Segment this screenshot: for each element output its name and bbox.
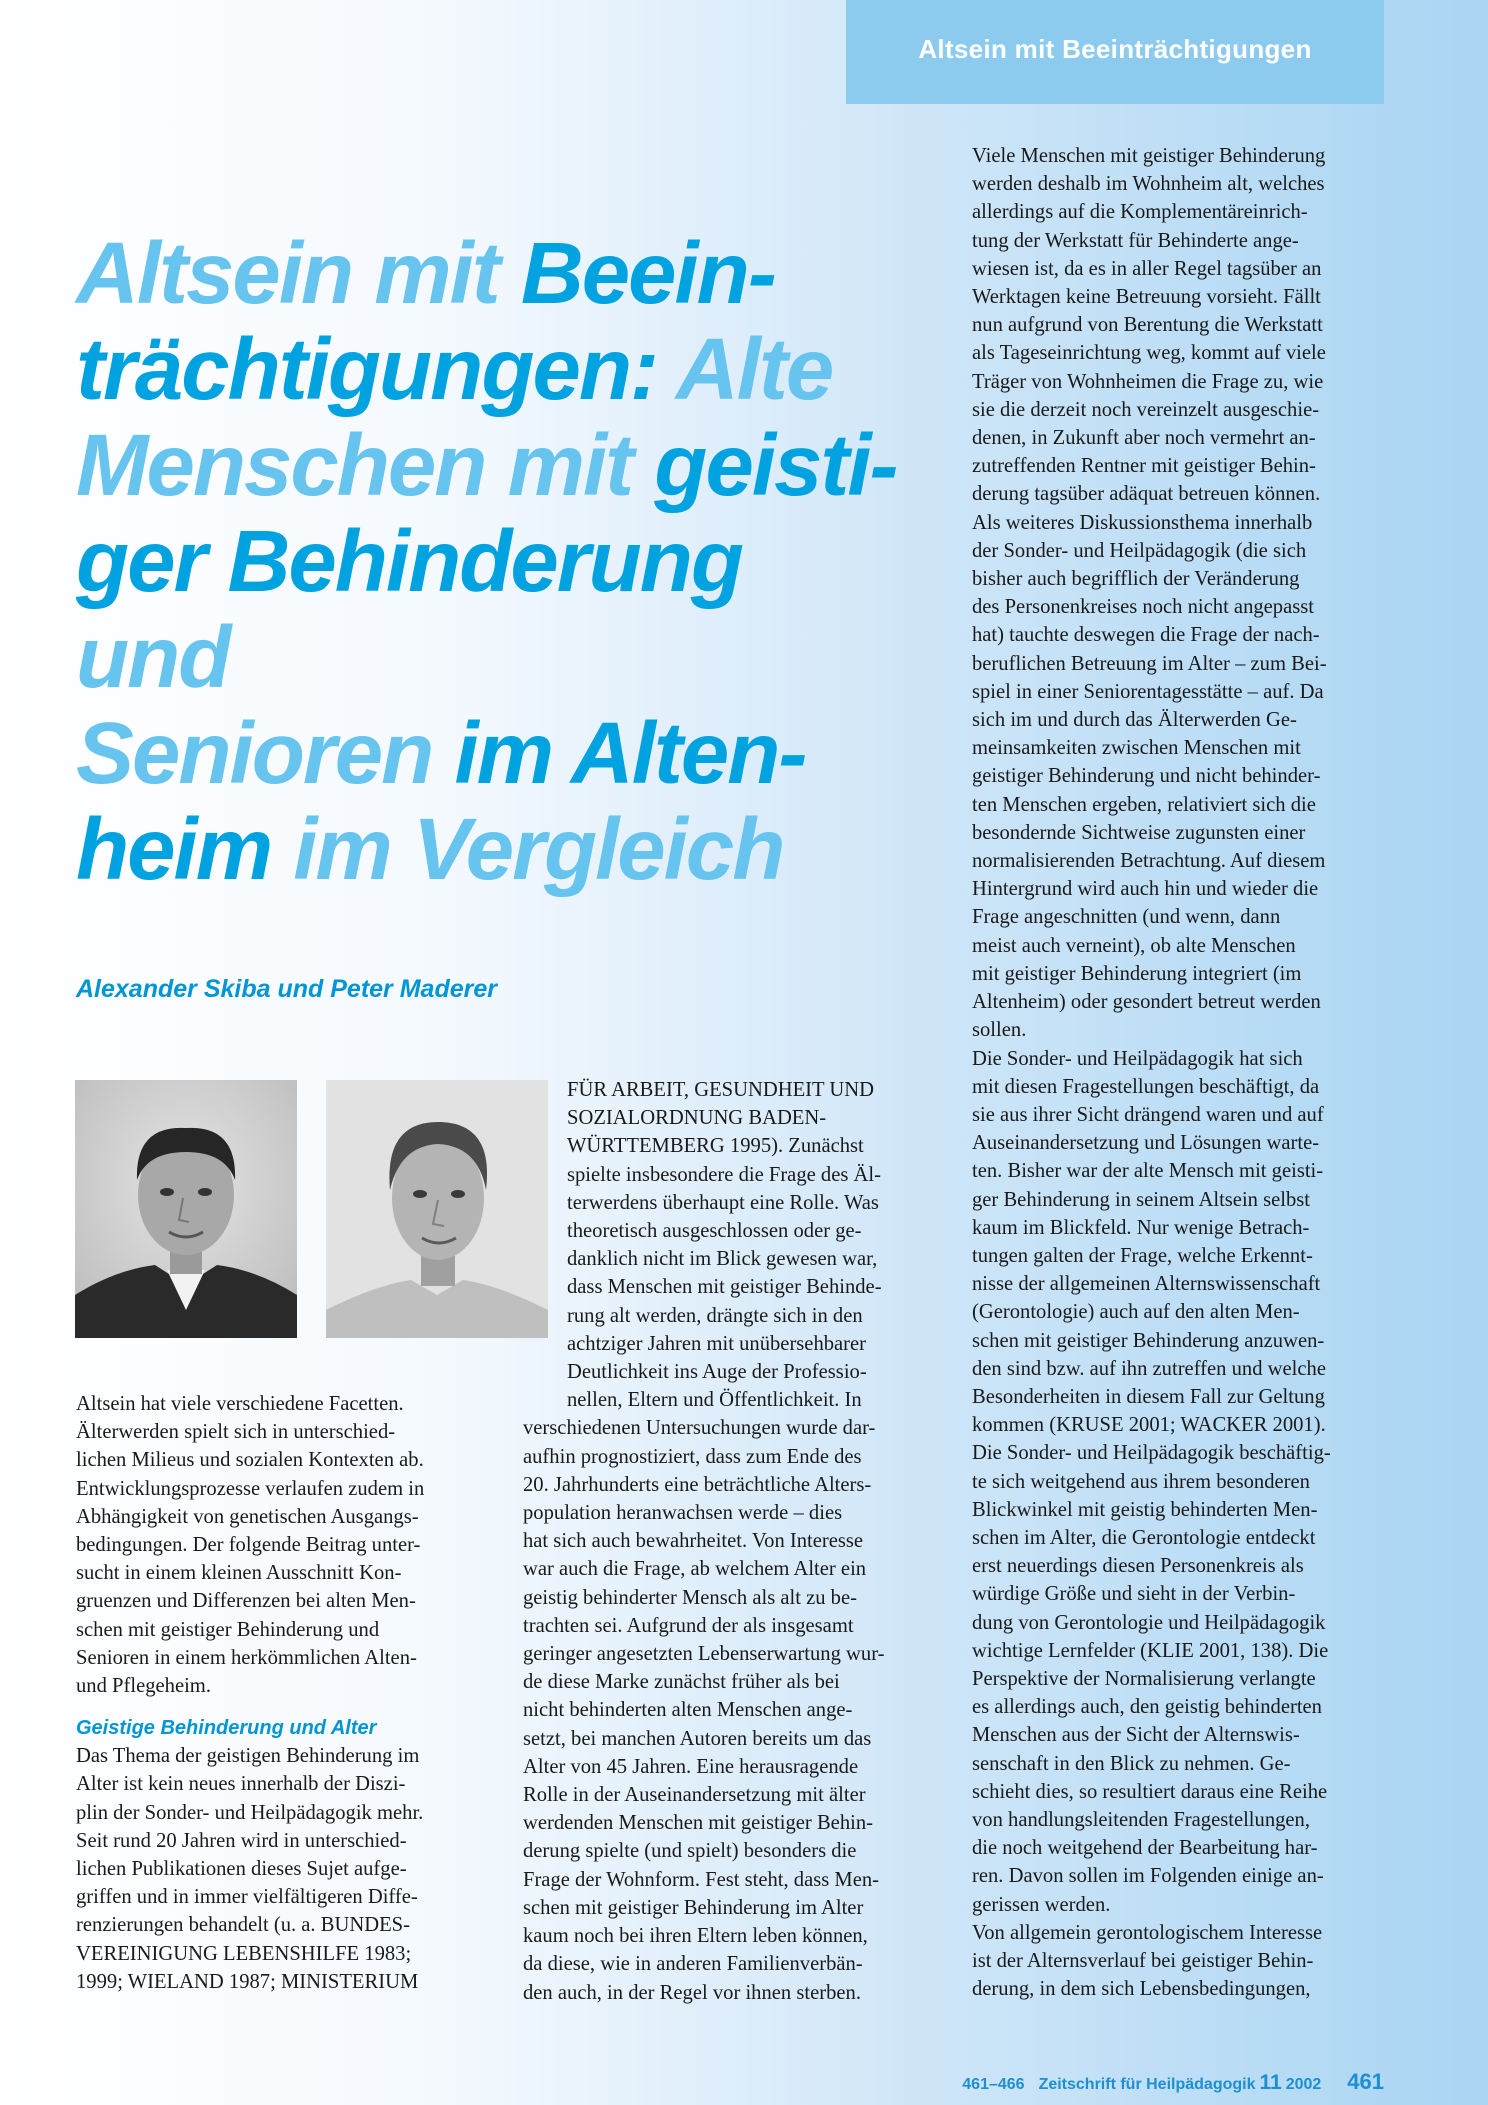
text-line: als Tageseinrichtung weg, kommt auf viele (972, 342, 1326, 365)
text-line: mit diesen Fragestellungen beschäftigt, da (972, 1075, 1320, 1098)
text-line: der Sonder- und Heilpädagogik (die sich (972, 539, 1307, 562)
text-line: renzierungen behandelt (u. a. BUNDES- (76, 1914, 410, 1937)
text-line: Träger von Wohnheimen die Frage zu, wie (972, 370, 1324, 393)
title-line (76, 706, 916, 802)
text-line: den sind bzw. auf ihn zutreffen und welche (972, 1357, 1326, 1380)
body-paragraph (523, 1414, 929, 2006)
text-line: gerissen werden. (972, 1893, 1111, 1916)
text-line: hat sich auch bewahrheitet. Von Interesse (523, 1530, 864, 1553)
text-line: zutreffenden Rentner mit geistiger Behin- (972, 455, 1316, 478)
text-line: Frage angeschnitten (und wenn, dann (972, 906, 1281, 929)
text-line: schen mit geistiger Behinderung und (76, 1618, 380, 1641)
text-line: wichtige Lernfelder (KLIE 2001, 138). Die (972, 1639, 1329, 1662)
text-line: dass Menschen mit geistiger Behinde- (567, 1276, 882, 1299)
text-line: Abhängigkeit von genetischen Ausgangs- (76, 1505, 419, 1528)
text-line: Senioren in einem herkömmlichen Alten- (76, 1646, 417, 1669)
text-line: nellen, Eltern und Öffentlichkeit. In (567, 1389, 862, 1412)
subheading: Geistige Behinderung und Alter (76, 1717, 377, 1740)
text-line: griffen und in immer vielfältigeren Diffe- (76, 1886, 418, 1909)
text-line: Alter ist kein neues innerhalb der Diszi- (76, 1773, 406, 1796)
text-line: Altenheim) oder gesondert betreut werden (972, 991, 1321, 1014)
text-line: da diese, wie in anderen Familienverbän- (523, 1953, 863, 1976)
text-line: nun aufgrund von Berentung die Werkstatt (972, 314, 1323, 337)
text-line: geistig behinderter Mensch als alt zu be- (523, 1586, 857, 1609)
text-line: senschaft in den Blick zu nehmen. Ge- (972, 1752, 1291, 1775)
text-line: spielte insbesondere die Frage des Äl- (567, 1163, 881, 1186)
title-segment: Beein- (520, 225, 775, 322)
text-line: meist auch verneint), ob alte Menschen (972, 934, 1296, 957)
text-line: kaum noch bei ihren Eltern leben können, (523, 1925, 868, 1948)
text-line: schieht dies, so resultiert daraus eine Reihe (972, 1780, 1328, 1803)
text-line: SOZIALORDNUNG BADEN- (567, 1107, 827, 1130)
text-line: setzt, bei manchen Autoren bereits um das (523, 1727, 872, 1750)
text-line: Älterwerden spielt sich in unterschied- (76, 1421, 396, 1444)
text-line: den auch, in der Regel vor ihnen sterben. (523, 1981, 861, 2004)
text-line: sie aus ihrer Sicht drängend waren und auf (972, 1103, 1324, 1126)
text-line: Seit rund 20 Jahren wird in unterschied- (76, 1829, 407, 1852)
column-right (972, 142, 1382, 2003)
text-line: kaum im Blickfeld. Nur wenige Betrach- (972, 1216, 1310, 1239)
text-line: kommen (KRUSE 2001; WACKER 2001). (972, 1414, 1326, 1437)
text-line: Das Thema der geistigen Behinderung im (76, 1745, 420, 1768)
title-line (76, 418, 916, 514)
column-left (76, 1390, 472, 1996)
text-line: ger Behinderung in seinem Altsein selbst (972, 1188, 1311, 1211)
text-line: würdige Größe und sieht in der Verbin- (972, 1583, 1296, 1606)
text-line: Werktagen keine Betreuung vorsieht. Fällt (972, 286, 1321, 309)
section-header-bar (846, 0, 1384, 104)
author-photo-1 (75, 1080, 297, 1338)
text-line: Blickwinkel mit geistig behinderten Men- (972, 1498, 1318, 1521)
title-segment: und (76, 609, 230, 706)
text-line: rung alt werden, drängte sich in den (567, 1304, 863, 1327)
text-line: te sich weitgehend aus ihrem besonderen (972, 1470, 1310, 1493)
text-line: theoretisch ausgeschlossen oder ge- (567, 1220, 862, 1243)
column-middle (523, 1076, 929, 2007)
title-segment: ger Behinderung (76, 513, 743, 610)
text-line: es allerdings auch, den geistig behinderten (972, 1696, 1322, 1719)
text-line: geringer angesetzten Lebenserwartung wur- (523, 1643, 885, 1666)
text-line: dung von Gerontologie und Heilpädagogik (972, 1611, 1326, 1634)
text-line: Deutlichkeit ins Auge der Professio- (567, 1361, 867, 1384)
text-line: derung tagsüber adäquat betreuen können. (972, 483, 1321, 506)
text-line: FÜR ARBEIT, GESUNDHEIT UND (567, 1079, 875, 1101)
text-line: ren. Davon sollen im Folgenden einige an- (972, 1865, 1324, 1888)
text-line: terwerdens überhaupt eine Rolle. Was (567, 1191, 879, 1214)
text-line: verschiedenen Untersuchungen wurde dar- (523, 1417, 876, 1440)
text-line: bisher auch begrifflich der Veränderung (972, 568, 1300, 591)
text-line: Viele Menschen mit geistiger Behinderung (972, 145, 1326, 167)
text-line: danklich nicht im Blick gewesen war, (567, 1248, 878, 1271)
text-line: sollen. (972, 1019, 1027, 1042)
text-line: derung, in dem sich Lebensbedingungen, (972, 1978, 1311, 2001)
text-line: denen, in Zukunft aber noch vermehrt an- (972, 427, 1316, 450)
text-line: aufhin prognostiziert, dass zum Ende des (523, 1445, 862, 1468)
text-line: besondernde Sichtweise zugunsten einer (972, 821, 1306, 844)
title-line (76, 514, 916, 706)
text-line: lichen Milieus und sozialen Kontexten ab. (76, 1449, 424, 1472)
text-line: geistiger Behinderung und nicht behinder- (972, 765, 1321, 788)
text-line: Besonderheiten in diesem Fall zur Geltung (972, 1385, 1325, 1408)
text-line: ten Menschen ergeben, relativiert sich die (972, 793, 1316, 816)
text-line: sich im und durch das Älterwerden Ge- (972, 709, 1297, 732)
footer-journal: Zeitschrift für Heilpädagogik (1038, 2076, 1256, 2093)
text-line: beruflichen Betreuung im Alter – zum Bei- (972, 652, 1327, 675)
footer-issue: 11 (1259, 2071, 1282, 2094)
text-line: Menschen aus der Sicht der Alternswis- (972, 1724, 1300, 1747)
text-line: de diese Marke zunächst früher als bei (523, 1671, 840, 1694)
text-line: population heranwachsen werde – dies (523, 1502, 843, 1525)
text-line: Von allgemein gerontologischem Interesse (972, 1921, 1323, 1944)
text-line: Hintergrund wird auch hin und wieder die (972, 878, 1319, 901)
text-line: Altsein hat viele verschiedene Facetten. (76, 1393, 404, 1415)
text-line: ten. Bisher war der alte Mensch mit geisti- (972, 1160, 1324, 1183)
title-line (76, 322, 916, 418)
title-line (76, 226, 916, 322)
body-paragraph-indented (523, 1076, 929, 1414)
intro-paragraph (76, 1390, 472, 1700)
text-line: werden deshalb im Wohnheim alt, welches (972, 173, 1325, 196)
text-line: Alter von 45 Jahren. Eine herausragende (523, 1755, 859, 1778)
title-segment: im Alten- (454, 705, 806, 802)
text-line: bedingungen. Der folgende Beitrag unter- (76, 1534, 421, 1557)
text-line: 20. Jahrhunderts eine beträchtliche Alters- (523, 1473, 872, 1496)
text-line: des Personenkreises noch nicht angepasst (972, 596, 1314, 619)
title-segment: im Vergleich (293, 801, 784, 898)
title-segment: heim (76, 801, 294, 898)
body-paragraph (76, 1742, 472, 1996)
text-line: trachten sei. Aufgrund der als insgesamt (523, 1614, 854, 1637)
author-photo-2 (326, 1080, 548, 1338)
article-title (76, 226, 916, 898)
text-line: VEREINIGUNG LEBENSHILFE 1983; (76, 1942, 412, 1965)
text-line: spiel in einer Seniorentagesstätte – auf. Da (972, 680, 1324, 703)
footer-page-number: 461 (1347, 2069, 1384, 2094)
text-line: nisse der allgemeinen Alternswissenschaft (972, 1273, 1321, 1296)
text-line: tungen galten der Frage, welche Erkennt- (972, 1244, 1313, 1267)
text-line: (Gerontologie) auch auf den alten Men- (972, 1301, 1300, 1324)
text-line: mit geistiger Behinderung integriert (im (972, 962, 1302, 985)
footer-year: 2002 (1285, 2076, 1322, 2093)
text-line: schen mit geistiger Behinderung im Alter (523, 1896, 864, 1919)
text-line: schen im Alter, die Gerontologie entdeckt (972, 1526, 1316, 1549)
text-line: 1999; WIELAND 1987; MINISTERIUM (76, 1970, 419, 1993)
title-segment: geisti- (654, 417, 897, 514)
title-segment: Menschen mit (76, 417, 655, 514)
text-line: achtziger Jahren mit unübersehbarer (567, 1332, 867, 1355)
text-line: werdenden Menschen mit geistiger Behin- (523, 1812, 873, 1835)
text-line: Als weiteres Diskussionsthema innerhalb (972, 511, 1313, 534)
title-line (76, 802, 916, 898)
text-line: erst neuerdings diesen Personenkreis als (972, 1555, 1304, 1578)
text-line: WÜRTTEMBERG 1995). Zunächst (567, 1135, 864, 1158)
text-line: ist der Alternsverlauf bei geistiger Behin- (972, 1950, 1314, 1972)
text-line: Auseinandersetzung und Lösungen warte- (972, 1132, 1320, 1155)
text-line: schen mit geistiger Behinderung anzuwen- (972, 1329, 1325, 1352)
text-line: tung der Werkstatt für Behinderte ange- (972, 229, 1299, 252)
text-line: war auch die Frage, ab welchem Alter ein (523, 1558, 867, 1581)
title-segment: trächtigungen: (76, 321, 676, 418)
text-line: nicht behinderten alten Menschen ange- (523, 1699, 853, 1722)
text-line: gruenzen und Differenzen bei alten Men- (76, 1590, 416, 1613)
title-segment: Altsein mit (76, 225, 521, 322)
text-line: die noch weitgehend der Bearbeitung har- (972, 1837, 1318, 1860)
text-line: allerdings auf die Komplementäreinrich- (972, 201, 1308, 224)
text-line: derung spielte (und spielt) besonders die (523, 1840, 857, 1863)
text-line: meinsamkeiten zwischen Menschen mit (972, 737, 1301, 760)
body-paragraph (972, 142, 1382, 2003)
text-line: Perspektive der Normalisierung verlangte (972, 1667, 1316, 1690)
title-segment: Alte (675, 321, 833, 418)
text-line: Die Sonder- und Heilpädagogik beschäftig- (972, 1442, 1331, 1465)
text-line: Rolle in der Auseinandersetzung mit älter (523, 1784, 866, 1807)
section-header-title: Altsein mit Beeinträchtigungen (918, 34, 1312, 64)
text-line: wiesen ist, da es in aller Regel tagsüber an (972, 257, 1322, 280)
page-footer (962, 2069, 1384, 2095)
text-line: sie die derzeit noch vereinzelt ausgeschie- (972, 398, 1320, 421)
text-line: Die Sonder- und Heilpädagogik hat sich (972, 1047, 1303, 1070)
text-line: Frage der Wohnform. Fest steht, dass Men- (523, 1868, 880, 1891)
title-segment: Senioren (76, 705, 455, 802)
text-line: normalisierenden Betrachtung. Auf diesem (972, 850, 1326, 873)
text-line: von handlungsleitenden Fragestellungen, (972, 1808, 1311, 1831)
text-line: Entwicklungsprozesse verlaufen zudem in (76, 1477, 425, 1500)
footer-page-range: 461–466 (962, 2076, 1025, 2093)
text-line: hat) tauchte deswegen die Frage der nach- (972, 624, 1320, 647)
article-authors: Alexander Skiba und Peter Maderer (76, 975, 497, 1003)
text-line: lichen Publikationen dieses Sujet aufge- (76, 1858, 407, 1881)
text-line: sucht in einem kleinen Ausschnitt Kon- (76, 1562, 402, 1585)
text-line: und Pflegeheim. (76, 1675, 211, 1698)
text-line: plin der Sonder- und Heilpädagogik mehr. (76, 1801, 424, 1824)
